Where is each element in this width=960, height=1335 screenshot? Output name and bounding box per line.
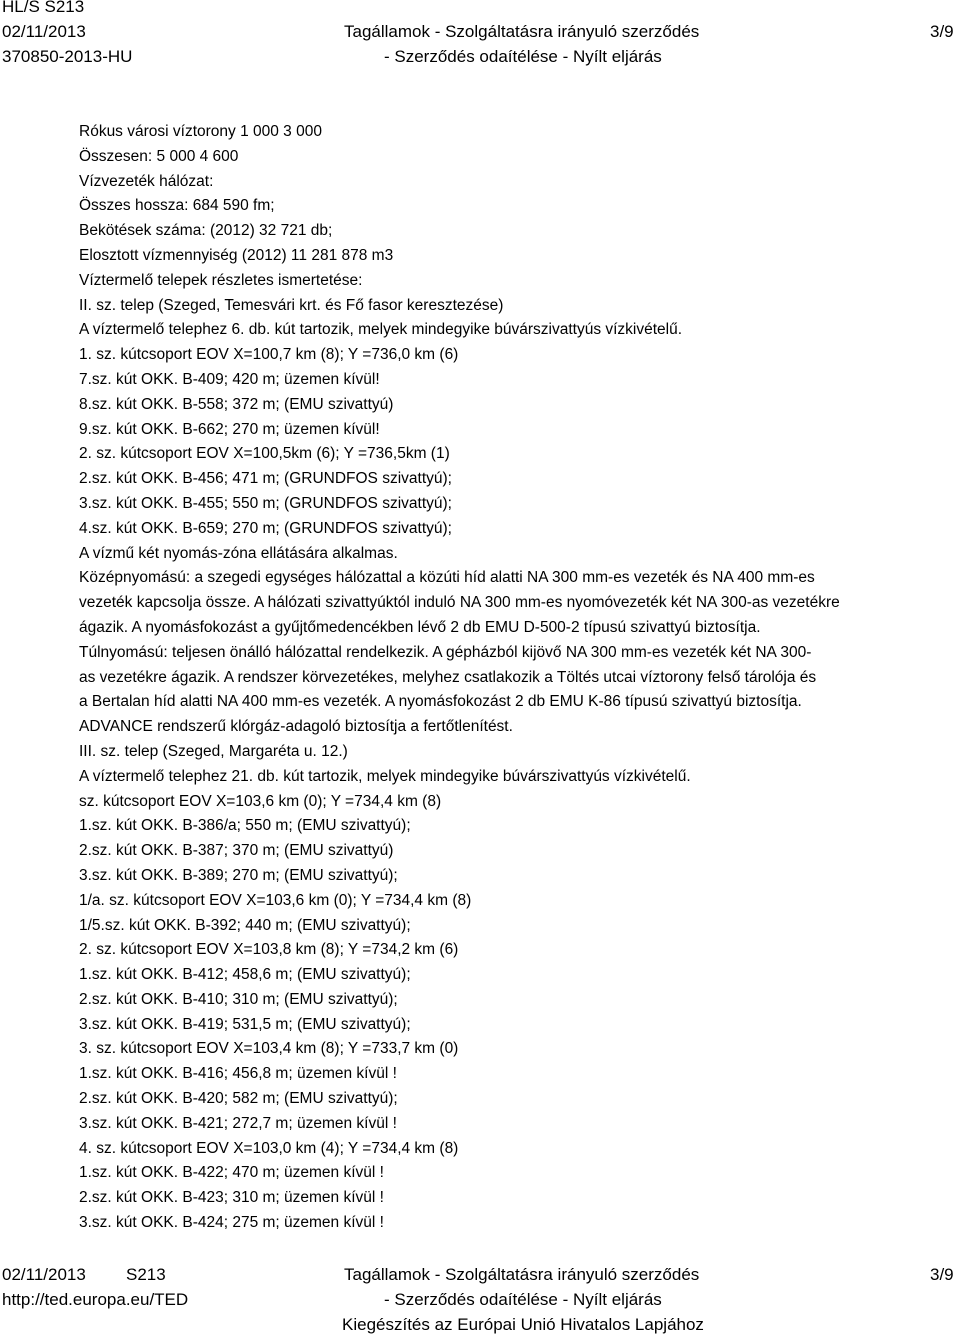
body-line: 3. sz. kútcsoport EOV X=103,4 km (8); Y =733,7 km (0) (79, 1040, 459, 1058)
body-line: A víztermelő telephez 6. db. kút tartozik, melyek mindegyike búvárszivattyús vízkivételű. (79, 321, 683, 339)
body-line: III. sz. telep (Szeged, Margaréta u. 12.) (79, 742, 348, 760)
body-line: A víztermelő telephez 21. db. kút tartozik, melyek mindegyike búvárszivattyús vízkivételű. (79, 767, 691, 785)
body-line: ágazik. A nyomásfokozást a gyűjtőmedencékben lévő 2 db EMU D-500-2 típusú szivattyú biztosítja. (79, 618, 761, 636)
body-line: sz. kútcsoport EOV X=103,6 km (0); Y =734,4 km (8) (79, 792, 442, 810)
body-line: a Bertalan híd alatti NA 400 mm-es vezeték. A nyomásfokozást 2 db EMU K-86 típusú szivattyú biztosítja. (79, 693, 802, 711)
body-line: 3.sz. kút OKK. B-419; 531,5 m; (EMU szivattyú); (79, 1015, 411, 1033)
body-line: Vízvezeték hálózat: (79, 172, 214, 190)
footer-series: S213 (126, 1265, 166, 1284)
body-line: 2. sz. kútcsoport EOV X=103,8 km (8); Y =734,2 km (6) (79, 941, 459, 959)
body-line: Összesen: 5 000 4 600 (79, 147, 239, 165)
body-line: 2.sz. kút OKK. B-456; 471 m; (GRUNDFOS szivattyú); (79, 470, 452, 488)
body-line: 3.sz. kút OKK. B-421; 272,7 m; üzemen kívül ! (79, 1114, 397, 1132)
body-line: 1.sz. kút OKK. B-386/a; 550 m; (EMU szivattyú); (79, 817, 411, 835)
body-line: 2.sz. kút OKK. B-420; 582 m; (EMU szivattyú); (79, 1090, 398, 1108)
body-line: 2.sz. kút OKK. B-423; 310 m; üzemen kívül ! (79, 1189, 384, 1207)
body-line: 3.sz. kút OKK. B-455; 550 m; (GRUNDFOS szivattyú); (79, 494, 452, 512)
body-line: 4. sz. kútcsoport EOV X=103,0 km (4); Y =734,4 km (8) (79, 1139, 459, 1157)
body-line: ADVANCE rendszerű klórgáz-adagoló biztosítja a fertőtlenítést. (79, 718, 513, 736)
header-subtitle: - Szerződés odaítélése - Nyílt eljárás (384, 47, 662, 66)
body-line: 9.sz. kút OKK. B-662; 270 m; üzemen kívül! (79, 420, 380, 438)
footer-subtitle: - Szerződés odaítélése - Nyílt eljárás (384, 1290, 662, 1309)
body-line: 2. sz. kútcsoport EOV X=100,5km (6); Y =736,5km (1) (79, 445, 450, 463)
body-line: Túlnyomású: teljesen önálló hálózattal rendelkezik. A gépházból kijövő NA 300 mm-es vezeték két NA 300- (79, 643, 812, 661)
header-page-number: 3/9 (930, 22, 954, 41)
header-notice-number: 370850-2013-HU (2, 47, 133, 66)
body-line: 1.sz. kút OKK. B-416; 456,8 m; üzemen kívül ! (79, 1065, 397, 1083)
body-line: II. sz. telep (Szeged, Temesvári krt. és Fő fasor keresztezése) (79, 296, 504, 314)
body-line: 1. sz. kútcsoport EOV X=100,7 km (8); Y =736,0 km (6) (79, 346, 459, 364)
footer-page-number: 3/9 (930, 1265, 954, 1284)
body-line: 4.sz. kút OKK. B-659; 270 m; (GRUNDFOS szivattyú); (79, 519, 452, 537)
body-line: Elosztott vízmennyiség (2012) 11 281 878 m3 (79, 246, 394, 264)
body-line: Összes hossza: 684 590 fm; (79, 197, 275, 215)
body-line: Rókus városi víztorony 1 000 3 000 (79, 123, 322, 140)
body-line: 2.sz. kút OKK. B-410; 310 m; (EMU szivattyú); (79, 990, 398, 1008)
body-line: 1/5.sz. kút OKK. B-392; 440 m; (EMU szivattyú); (79, 916, 411, 934)
header-doc-id: HL/S S213 (2, 0, 85, 16)
footer-title: Tagállamok - Szolgáltatásra irányuló szerződés (344, 1265, 700, 1284)
header-date: 02/11/2013 (2, 22, 86, 41)
body-line: 2.sz. kút OKK. B-387; 370 m; (EMU szivattyú) (79, 842, 394, 860)
body-line: 7.sz. kút OKK. B-409; 420 m; üzemen kívül! (79, 370, 380, 388)
footer-url-link[interactable]: http://ted.europa.eu/TED (2, 1290, 189, 1309)
body-line: 3.sz. kút OKK. B-424; 275 m; üzemen kívül ! (79, 1214, 384, 1232)
body-line: as vezetékre ágazik. A rendszer körvezetékes, melyhez csatlakozik a Töltés utcai víztorony felső tárolója és (79, 668, 817, 686)
body-line: vezeték kapcsolja össze. A hálózati szivattyúktól induló NA 300 mm-es nyomóvezeték két NA 300-as vezetékre (79, 594, 840, 612)
body-line: A vízmű két nyomás-zóna ellátására alkalmas. (79, 544, 398, 562)
body-line: Középnyomású: a szegedi egységes hálózattal a közúti híd alatti NA 300 mm-es vezeték és NA 400 mm-es (79, 569, 815, 587)
footer-date: 02/11/2013 (2, 1265, 86, 1284)
body-line: Víztermelő telepek részletes ismertetése: (79, 271, 363, 289)
footer-journal: Kiegészítés az Európai Unió Hivatalos Lapjához (342, 1315, 704, 1334)
body-line: 1.sz. kút OKK. B-422; 470 m; üzemen kívül ! (79, 1164, 384, 1182)
header-title: Tagállamok - Szolgáltatásra irányuló szerződés (344, 22, 700, 41)
body-line: Bekötések száma: (2012) 32 721 db; (79, 222, 333, 240)
body-line: 1/a. sz. kútcsoport EOV X=103,6 km (0); Y =734,4 km (8) (79, 891, 472, 909)
body-line: 1.sz. kút OKK. B-412; 458,6 m; (EMU szivattyú); (79, 966, 411, 984)
body-line: 3.sz. kút OKK. B-389; 270 m; (EMU szivattyú); (79, 866, 398, 884)
body-line: 8.sz. kút OKK. B-558; 372 m; (EMU szivattyú) (79, 395, 394, 413)
document-body (79, 120, 951, 1236)
